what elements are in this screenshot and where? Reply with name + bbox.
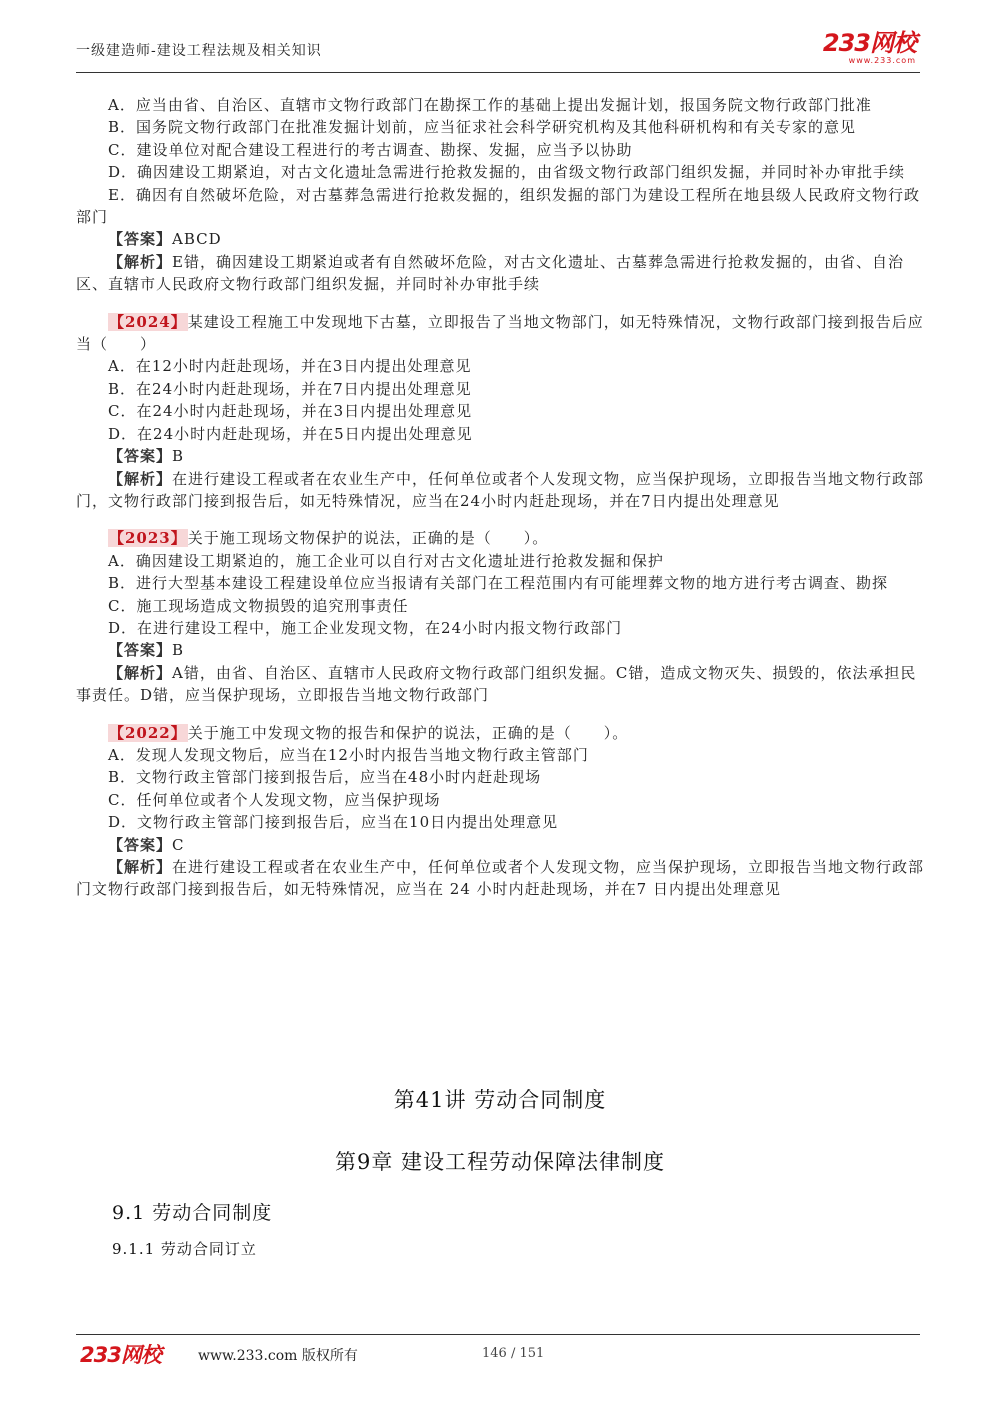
header-divider — [76, 72, 920, 73]
analysis-text: 在进行建设工程或者在农业生产中，任何单位或者个人发现文物，应当保护现场，立即报告当地文物行政部门，文物行政部门接到报告后，如无特殊情况，应当在24小时内赶赴现场，并在7日内提出处理意见 — [76, 469, 925, 510]
answer-line — [76, 445, 926, 467]
question-block — [76, 722, 926, 901]
page-footer — [80, 1339, 920, 1369]
answer-line — [76, 228, 926, 250]
brand-logo-text: 233网校 — [822, 29, 916, 57]
analysis-line — [76, 468, 926, 513]
question-stem — [76, 527, 926, 549]
document-title: 一级建造师-建设工程法规及相关知识 — [76, 43, 322, 59]
option-e: E．确因有自然破坏危险，对古墓葬急需进行抢救发掘的，组织发掘的部门为建设工程所在地县级人民政府文物行政部门 — [76, 185, 920, 227]
analysis-line — [76, 251, 926, 296]
analysis-line — [76, 662, 926, 707]
question-block — [76, 527, 926, 706]
answer-label: 【答案】 — [108, 641, 173, 660]
footer-logo: 233网校 — [80, 1343, 161, 1367]
option-b: B．文物行政主管部门接到报告后，应当在48小时内赶赴现场 — [108, 768, 542, 787]
analysis-line — [76, 856, 926, 901]
page-header — [76, 28, 920, 74]
answer-label: 【答案】 — [108, 447, 173, 466]
option-c: C．施工现场造成文物损毁的追究刑事责任 — [108, 596, 409, 615]
option-d: D．在进行建设工程中，施工企业发现文物，在24小时内报文物行政部门 — [108, 618, 623, 637]
answer-line — [76, 834, 926, 856]
brand-logo-url: www.233.com — [848, 56, 916, 65]
subsection-heading: 9.1.1 劳动合同订立 — [112, 1240, 257, 1258]
answer-value: B — [172, 447, 185, 466]
answer-value: B — [172, 641, 185, 660]
option-b: B．国务院文物行政部门在批准发掘计划前，应当征求社会科学研究机构及其他科研机构和有关专家的意见 — [108, 118, 857, 137]
option-c: C．在24小时内赶赴现场，并在3日内提出处理意见 — [108, 402, 473, 421]
option-a: A．确因建设工期紧迫的，施工企业可以自行对古文化遗址进行抢救发掘和保护 — [108, 551, 664, 570]
year-badge: 【2022】 — [109, 723, 187, 742]
option-a: A．应当由省、自治区、直辖市文物行政部门在勘探工作的基础上提出发掘计划，报国务院文物行政部门批准 — [108, 96, 872, 114]
option-c: C．任何单位或者个人发现文物，应当保护现场 — [108, 790, 441, 809]
question-block — [76, 94, 926, 296]
option-d: D．确因建设工期紧迫，对古文化遗址急需进行抢救发掘的，由省级文物行政部门组织发掘，并同时补办审批手续 — [108, 163, 906, 182]
answer-value: C — [172, 835, 185, 854]
analysis-label: 【解析】 — [108, 663, 173, 682]
answer-label: 【答案】 — [108, 835, 173, 854]
option-a: A．发现人发现文物后，应当在12小时内报告当地文物行政主管部门 — [108, 745, 589, 764]
answer-label: 【答案】 — [108, 230, 173, 249]
section-heading: 9.1 劳动合同制度 — [112, 1202, 273, 1224]
answer-value: ABCD — [172, 230, 222, 249]
analysis-text: 在进行建设工程或者在农业生产中，任何单位或者个人发现文物，应当保护现场，立即报告当地文物行政部门文物行政部门接到报告后，如无特殊情况，应当在 24 小时内赶赴现场，并在7 日内提出处理意见 — [76, 858, 925, 899]
analysis-text: A错，由省、自治区、直辖市人民政府文物行政部门组织发掘。C错，造成文物灭失、损毁的，依法承担民事责任。D错，应当保护现场，立即报告当地文物行政部门 — [76, 663, 917, 705]
year-badge: 【2024】 — [109, 312, 187, 331]
option-b: B．进行大型基本建设工程建设单位应当报请有关部门在工程范围内有可能埋葬文物的地方进行考古调查、勘探 — [108, 574, 889, 593]
page-number: 146 / 151 — [482, 1346, 545, 1361]
option-c: C．建设单位对配合建设工程进行的考古调查、勘探、发掘，应当予以协助 — [108, 140, 633, 159]
main-content — [76, 94, 926, 901]
year-badge: 【2023】 — [109, 529, 187, 548]
question-text: 关于施工中发现文物的报告和保护的说法，正确的是（ ）。 — [187, 723, 629, 742]
option-a: A．在12小时内赶赴现场，并在3日内提出处理意见 — [108, 357, 472, 376]
option-b: B．在24小时内赶赴现场，并在7日内提出处理意见 — [108, 379, 472, 398]
option-d: D．在24小时内赶赴现场，并在5日内提出处理意见 — [108, 424, 473, 443]
analysis-text: E错，确因建设工期紧迫或者有自然破坏危险，对古文化遗址、古墓葬急需进行抢救发掘的，由省、自治区、直辖市人民政府文物行政部门组织发掘，并同时补办审批手续 — [76, 252, 904, 294]
copyright-text: www.233.com 版权所有 — [198, 1348, 358, 1364]
chapter-heading: 第9章 建设工程劳动保障法律制度 — [334, 1150, 666, 1174]
option-d: D．文物行政主管部门接到报告后，应当在10日内提出处理意见 — [108, 813, 559, 832]
question-text: 关于施工现场文物保护的说法，正确的是（ ）。 — [187, 529, 549, 548]
question-block — [76, 311, 926, 513]
lecture-heading: 第41讲 劳动合同制度 — [393, 1088, 607, 1112]
question-stem — [76, 311, 926, 356]
footer-divider — [76, 1334, 920, 1335]
analysis-label: 【解析】 — [108, 252, 173, 271]
analysis-label: 【解析】 — [108, 469, 173, 488]
answer-line — [76, 639, 926, 661]
analysis-label: 【解析】 — [108, 858, 173, 876]
question-stem — [76, 722, 926, 744]
question-text: 某建设工程施工中发现地下古墓，立即报告了当地文物部门，如无特殊情况，文物行政部门接到报告后应当（ ） — [76, 312, 924, 354]
brand-logo — [823, 30, 916, 65]
